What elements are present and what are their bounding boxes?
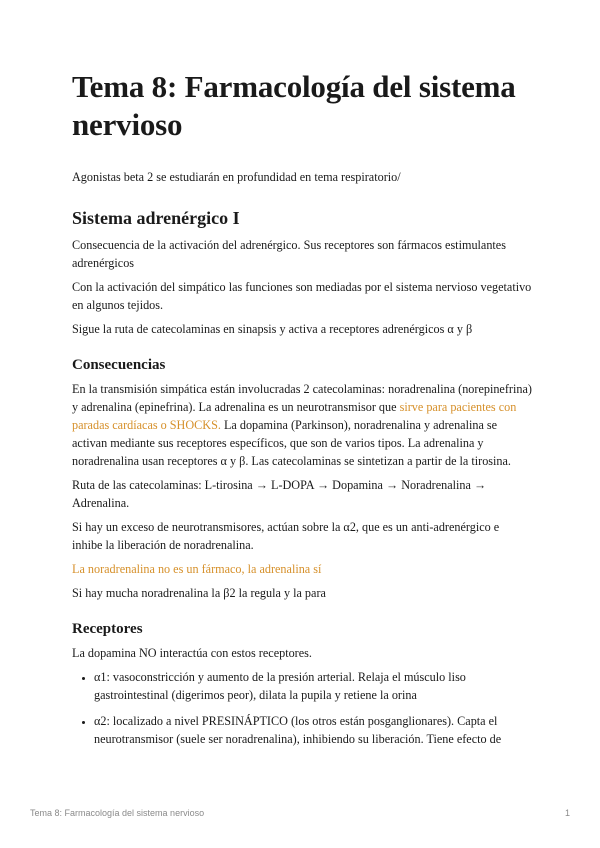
paragraph: Con la activación del simpático las funciones son mediadas por el sistema nervioso vegetativo en algunos tejidos.: [72, 280, 532, 312]
paragraph: Si hay un exceso de neurotransmisores, actúan sobre la α2, que es un anti-adrenérgico e inhibe la liberación de noradrenalina.: [72, 520, 500, 552]
list-item: • α1: vasoconstricción y aumento de la presión arterial. Relaja el músculo liso gastrointestinal (digerimos peor), dilata la pupila y retiene la orina: [94, 668, 532, 704]
footer-title: Tema 8: Farmacología del sistema nervioso: [30, 808, 205, 818]
paragraph: Consecuencia de la activación del adrenérgico. Sus receptores son fármacos estimulantes adrenérgicos: [72, 238, 506, 270]
page-title: Tema 8: Farmacología del sistema nervioso: [72, 69, 516, 142]
paragraph: Si hay mucha noradrenalina la β2 la regula y la para: [72, 586, 326, 600]
intro-paragraph: Agonistas beta 2 se estudiarán en profundidad en tema respiratorio/: [72, 170, 401, 184]
page-footer: [30, 808, 570, 818]
page-content: [72, 68, 532, 756]
highlighted-paragraph: La noradrenalina no es un fármaco, la adrenalina sí: [72, 562, 322, 576]
paragraph: La dopamina NO interactúa con estos receptores.: [72, 646, 312, 660]
page-number: 1: [564, 808, 570, 818]
paragraph: Ruta de las catecolaminas: L-tirosina → L-DOPA → Dopamina → Noradrenalina → Adrenalina.: [72, 478, 487, 510]
receptor-list: [72, 668, 532, 748]
section-heading-receptores: Receptores: [72, 621, 143, 637]
section-heading-consecuencias: Consecuencias: [72, 357, 166, 373]
text-run: La dopamina (Parkinson), noradrenalina y adrenalina se activan mediante sus receptores específicos, que son de varios tipos. La adrenalina y noradrenalina usan receptores α y β. Las catecolaminas se sintetizan a partir de la tirosina.: [72, 418, 511, 468]
text-run: En la transmisión simpática están involucradas 2 catecolaminas: noradrenalina (norepinefrina) y adrenalina (epinefrina). La adrenalina es un neurotransmisor que: [72, 382, 532, 414]
section-heading-sistema-adrenergico: Sistema adrenérgico I: [72, 208, 240, 228]
highlighted-text: sirve para pacientes con paradas cardíacas o SHOCKS.: [72, 400, 517, 432]
paragraph: [72, 380, 532, 470]
paragraph: Sigue la ruta de catecolaminas en sinapsis y activa a receptores adrenérgicos α y β: [72, 322, 473, 336]
list-item: • α2: localizado a nivel PRESINÁPTICO (los otros están posganglionares). Capta el neurotransmisor (suele ser noradrenalina), inhibiendo su liberación. Tiene efecto de: [94, 712, 532, 748]
